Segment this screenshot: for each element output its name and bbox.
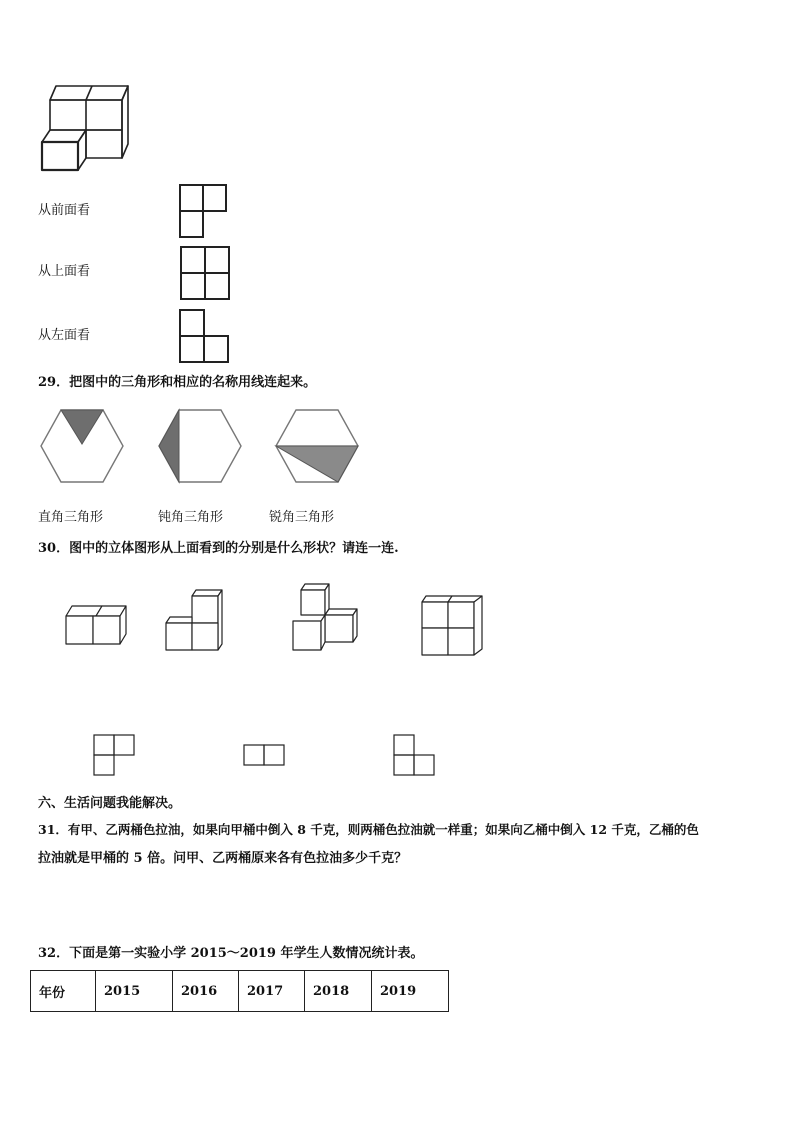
question-30: 30．图中的立体图形从上面看到的分别是什么形状？请连一连. bbox=[38, 541, 399, 556]
table-cell: 年份 bbox=[31, 971, 96, 1012]
table-cell: 2019 bbox=[372, 971, 449, 1012]
top-view-option-3 bbox=[393, 734, 437, 778]
solid-figure-3 bbox=[291, 580, 366, 655]
question-31-line-2: 拉油就是甲桶的 5 倍。问甲、乙两桶原来各有色拉油多少千克？ bbox=[38, 851, 408, 866]
table-header-row bbox=[31, 971, 449, 1012]
top-view-option-2 bbox=[243, 744, 287, 768]
view-label-left: 从左面看 bbox=[38, 328, 91, 343]
table-cell: 2015 bbox=[96, 971, 173, 1012]
question-29: 29．把图中的三角形和相应的名称用线连起来。 bbox=[38, 375, 317, 390]
solid-figure-4 bbox=[420, 592, 490, 662]
question-31-line-1: 31．有甲、乙两桶色拉油，如果向甲桶中倒入 8 千克，则两桶色拉油就一样重；如果向乙桶中倒入 12 千克，乙桶的色 bbox=[38, 822, 699, 837]
triangle-label-right: 直角三角形 bbox=[38, 510, 104, 525]
front-view-grid bbox=[179, 184, 229, 240]
question-32: 32．下面是第一实验小学 2015～2019 年学生人数情况统计表。 bbox=[38, 946, 424, 961]
solid-figure-1 bbox=[62, 600, 132, 660]
table-cell: 2017 bbox=[239, 971, 305, 1012]
section-6-title: 六、生活问题我能解决。 bbox=[38, 796, 182, 811]
view-label-top: 从上面看 bbox=[38, 264, 91, 279]
view-label-front: 从前面看 bbox=[38, 203, 91, 218]
left-view-grid bbox=[179, 309, 231, 365]
table-cell: 2018 bbox=[305, 971, 372, 1012]
hexagon-acute-triangle bbox=[274, 406, 364, 486]
top-view-grid bbox=[180, 246, 232, 302]
hexagon-obtuse-triangle bbox=[157, 406, 247, 486]
triangle-label-obtuse: 钝角三角形 bbox=[158, 510, 224, 525]
hexagon-right-triangle bbox=[39, 406, 129, 486]
solid-figure-2 bbox=[164, 586, 234, 656]
solid-figure-top bbox=[38, 80, 138, 180]
student-stats-table bbox=[30, 970, 449, 1012]
triangle-label-acute: 锐角三角形 bbox=[269, 510, 335, 525]
table-cell: 2016 bbox=[173, 971, 239, 1012]
top-view-option-1 bbox=[93, 734, 137, 778]
